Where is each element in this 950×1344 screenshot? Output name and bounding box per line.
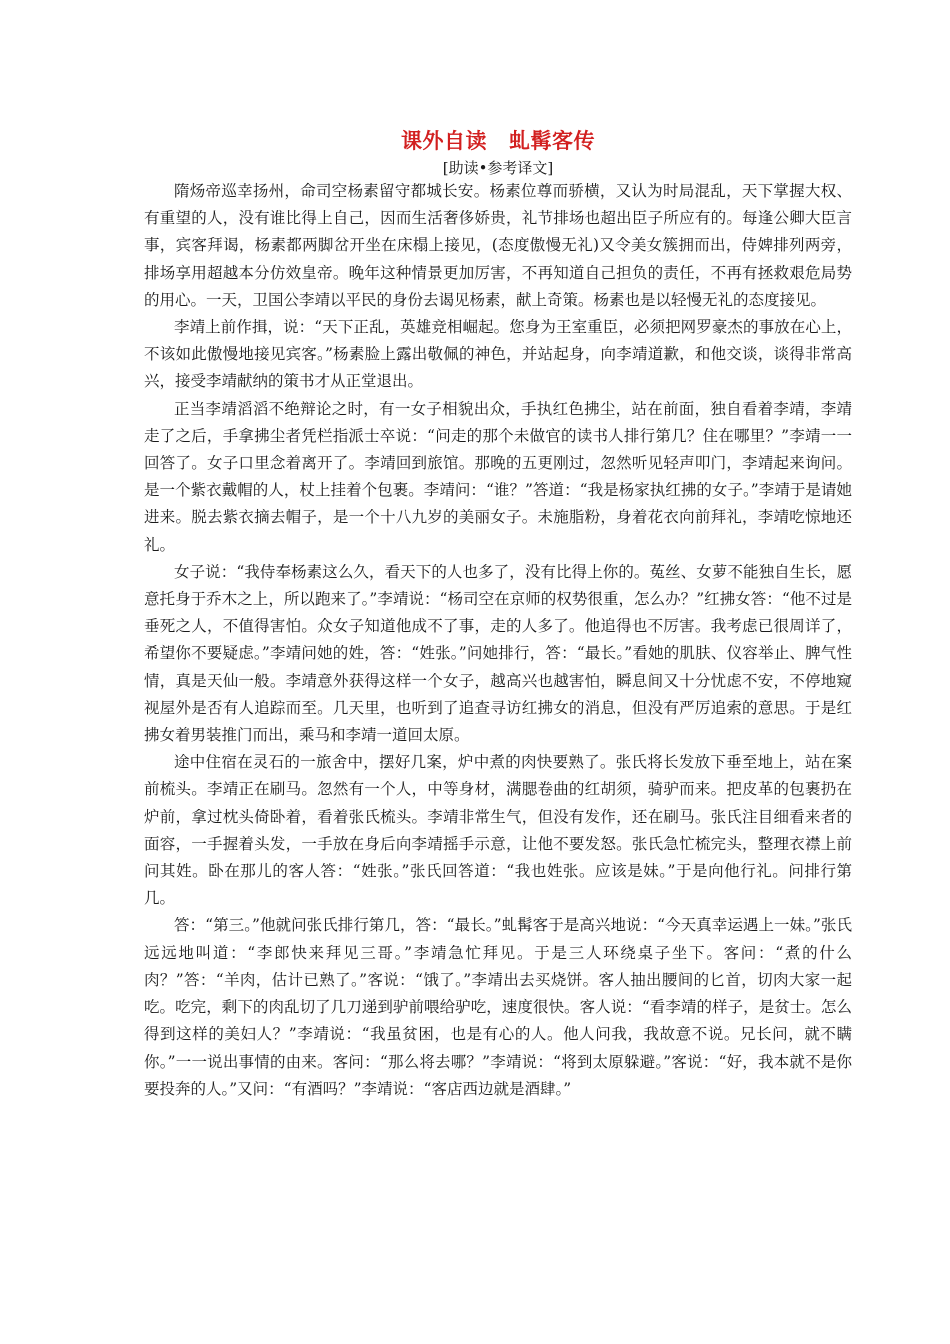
paragraph-4: 女子说：“我侍奉杨素这么久，看天下的人也多了，没有比得上你的。菟丝、女萝不能独自生长，愿意托身于乔木之上，所以跑来了。”李靖说：“杨司空在京师的权势很重，怎么办？”红拂女答：“他不过是垂死之人，不值得害怕。众女子知道他成不了事，走的人多了。他追得也不厉害。我考虑已很周详了，希望你不要疑虑。”李靖问她的姓，答：“姓张。”问她排行，答：“最长。”看她的肌肤、仪容举止、脾气性情，真是天仙一般。李靖意外获得这样一个女子，越高兴也越害怕，瞬息间又十分忧虑不安，不停地窥视屋外是否有人追踪而至。几天里，也听到了追查寻访红拂女的消息，但没有严厉追索的意思。于是红拂女着男装推门而出，乘马和李靖一道回太原。 [144,562,852,745]
paragraph-2: 李靖上前作揖，说：“天下正乱，英雄竞相崛起。您身为王室重臣，必须把网罗豪杰的事放在心上，不该如此傲慢地接见宾客。”杨素脸上露出敬佩的神色，并站起身，向李靖道歉，和他交谈，谈得非常高兴，接受李靖献纳的策书才从正堂退出。 [144,318,852,391]
title-part-2: 虬髯客传 [509,129,595,153]
paragraph-5: 途中住宿在灵石的一旅舍中，摆好几案，炉中煮的肉快要熟了。张氏将长发放下垂至地上，站在案前梳头。李靖正在刷马。忽然有一个人，中等身材，满腮卷曲的红胡须，骑驴而来。把皮革的包裹扔在炉前，拿过枕头倚卧着，看着张氏梳头。李靖非常生气，但没有发作，还在刷马。张氏注目细看来者的面容，一手握着头发，一手放在身后向李靖摇手示意，让他不要发怒。张氏急忙梳完头，整理衣襟上前问其姓。卧在那儿的客人答：“姓张。”张氏回答道：“我也姓张。应该是妹。”于是向他行礼。问排行第几。 [144,753,852,908]
paragraph-3: 正当李靖滔滔不绝辩论之时，有一女子相貌出众，手执红色拂尘，站在前面，独自看着李靖，李靖走了之后，手拿拂尘者凭栏指派士卒说：“问走的那个未做官的读书人排行第几？住在哪里？”李靖一一回答了。女子口里念着离开了。李靖回到旅馆。那晚的五更刚过，忽然听见轻声叩门，李靖起来询问。是一个紫衣戴帽的人，杖上挂着个包裹。李靖问：“谁？”答道：“我是杨家执红拂的女子。”李靖于是请她进来。脱去紫衣摘去帽子，是一个十八九岁的美丽女子。未施脂粉，身着花衣向前拜礼，李靖吃惊地还礼。 [144,399,852,554]
document-page [144,126,852,1103]
paragraph-1: 隋炀帝巡幸扬州，命司空杨素留守都城长安。杨素位尊而骄横，又认为时局混乱，天下掌握大权、有重望的人，没有谁比得上自己，因而生活奢侈娇贵，礼节排场也超出臣子所应有的。每逢公卿大臣言事，宾客拜谒，杨素都两脚岔开坐在床榻上接见，(态度傲慢无礼)又令美女簇拥而出，侍婢排列两旁，排场享用超越本分仿效皇帝。晚年这种情景更加厉害，不再知道自己担负的责任，不再有拯救艰危局势的用心。一天，卫国公李靖以平民的身份去谒见杨素，献上奇策。杨素也是以轻慢无礼的态度接见。 [144,182,852,309]
title-part-1: 课外自读 [401,129,487,153]
document-subtitle: [助读•参考译文] [442,159,554,177]
paragraph-6: 答：“第三。”他就问张氏排行第几，答：“最长。”虬髯客于是高兴地说：“今天真幸运遇上一妹。”张氏远远地叫道：“李郎快来拜见三哥。”李靖急忙拜见。于是三人环绕桌子坐下。客问：“煮的什么肉？”答：“羊肉，估计已熟了。”客说：“饿了。”李靖出去买烧饼。客人抽出腰间的匕首，切肉大家一起吃。吃完，剩下的肉乱切了几刀递到驴前喂给驴吃，速度很快。客人说：“看李靖的样子，是贫士。怎么得到这样的美妇人？”李靖说：“我虽贫困，也是有心的人。他人问我，我故意不说。兄长问，就不瞒你。”一一说出事情的由来。客问：“那么将去哪？”李靖说：“将到太原躲避。”客说：“好，我本就不是你要投奔的人。”又问：“有酒吗？”李靖说：“客店西边就是酒肆。” [144,916,852,1098]
document-title [144,126,852,156]
document-body [144,178,852,1103]
